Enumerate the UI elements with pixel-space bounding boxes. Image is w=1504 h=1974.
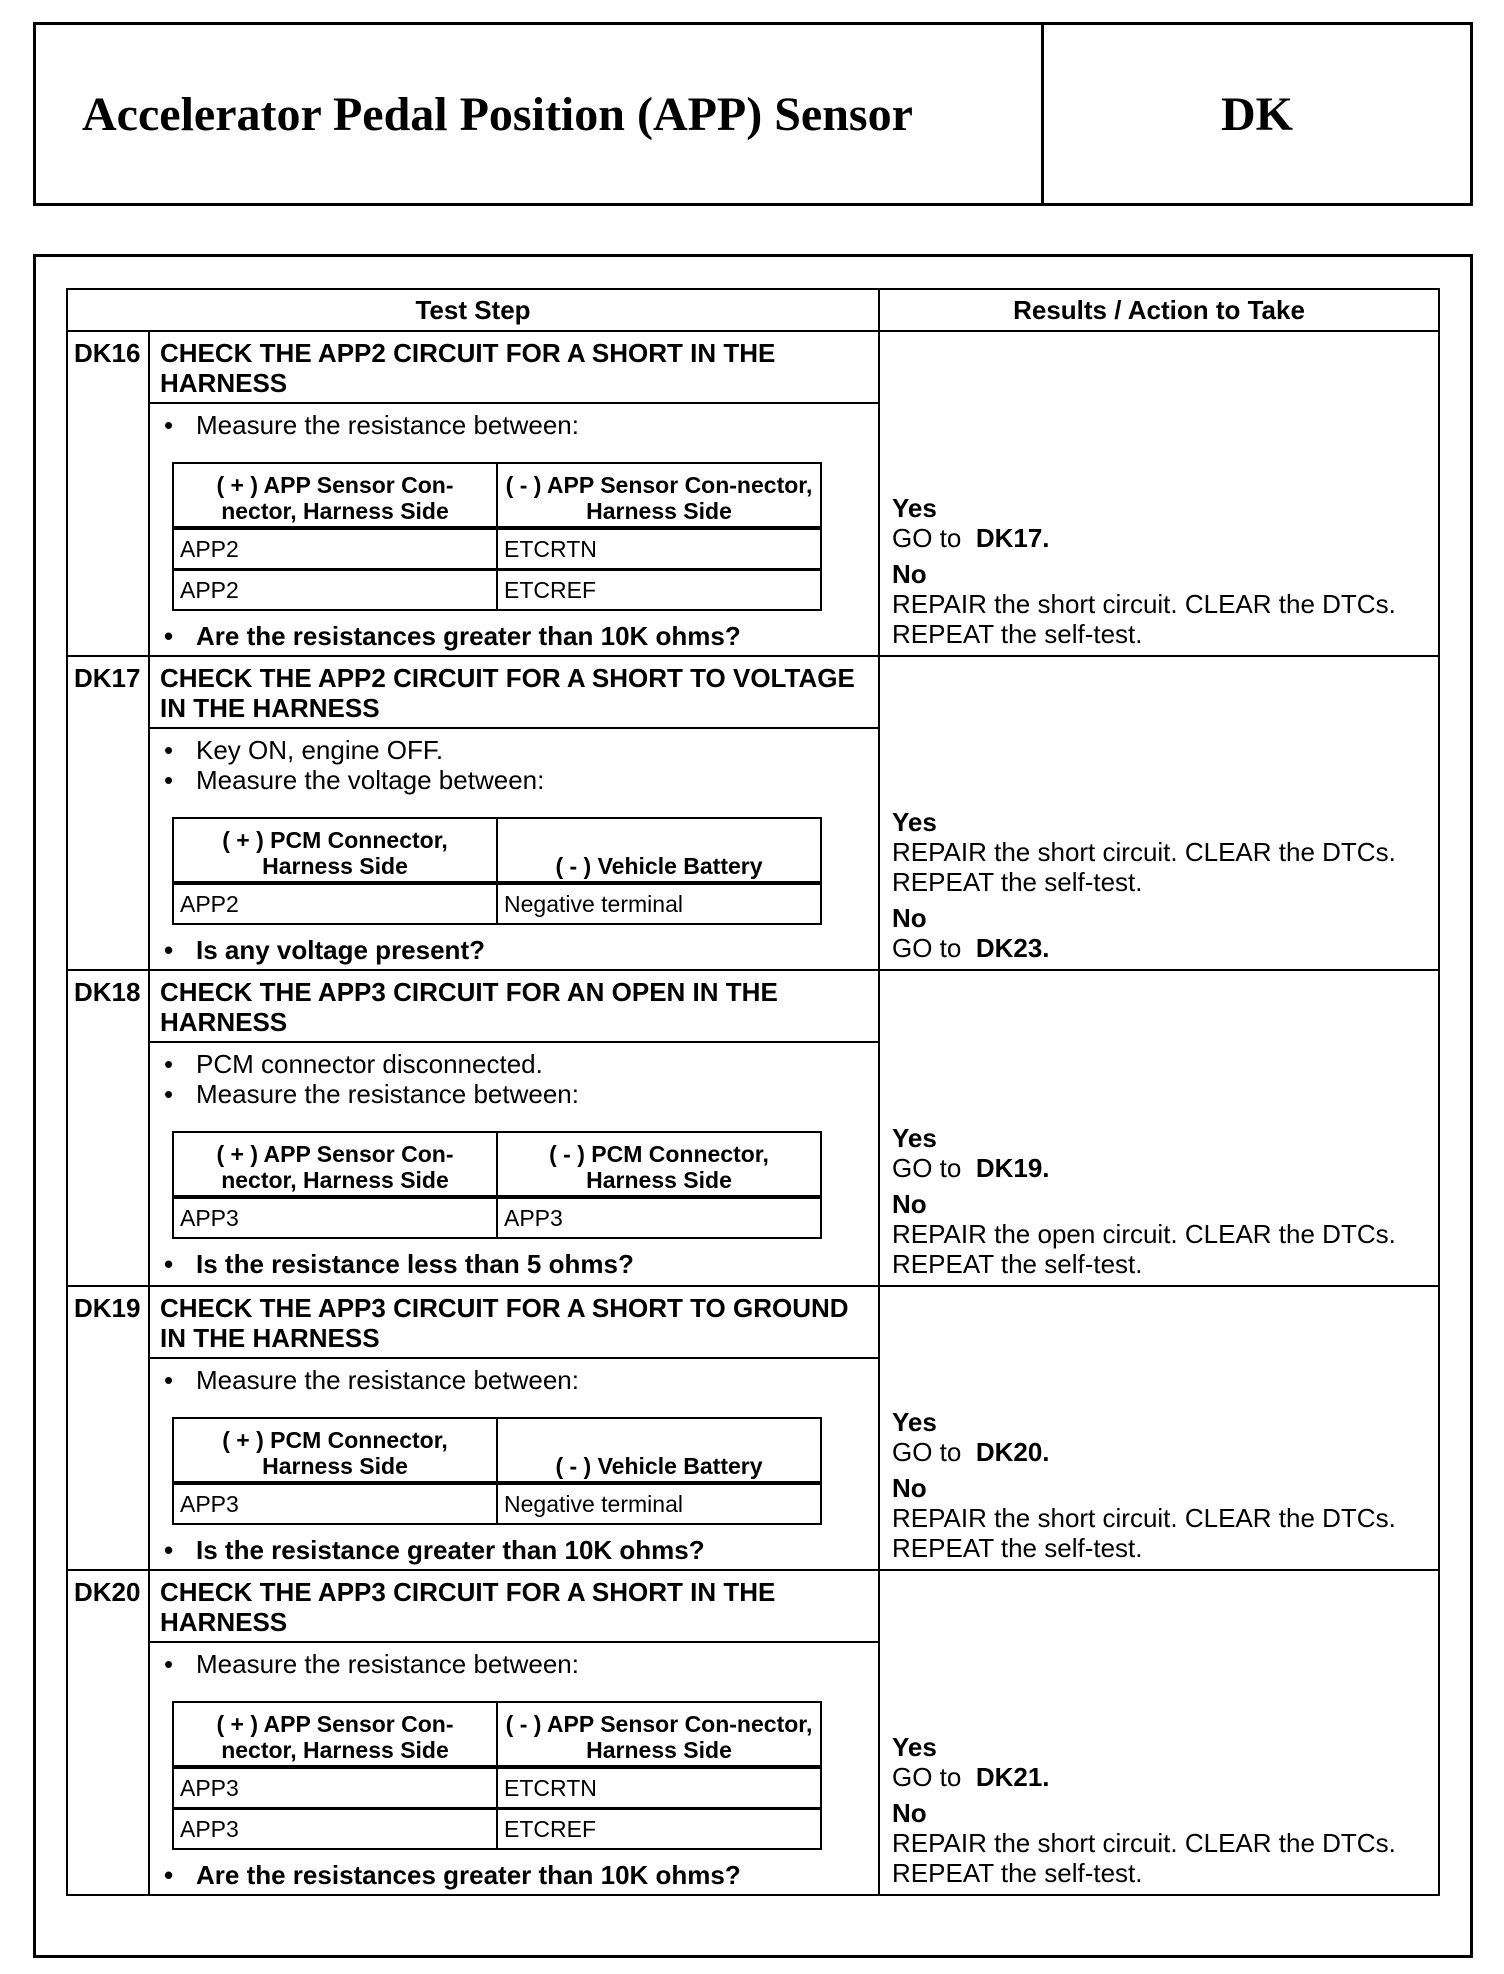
step-result [879, 331, 1439, 656]
step-instruction: • Measure the resistance between: [158, 1649, 878, 1679]
measurement-cell: ETCREF [497, 570, 821, 611]
no-label: No [892, 559, 927, 589]
no-label: No [892, 1798, 927, 1828]
yes-label: Yes [892, 1407, 937, 1437]
measurement-cell: APP2 [173, 528, 497, 570]
measurement-header-positive: ( + ) APP Sensor Con-nector, Harness Side [173, 1702, 497, 1767]
measurement-row [173, 1483, 821, 1524]
test-step-header: Test Step [67, 289, 879, 331]
step-question: • Are the resistances greater than 10K ohms? [158, 1860, 878, 1890]
yes-label: Yes [892, 493, 937, 523]
step-title: CHECK THE APP2 CIRCUIT FOR A SHORT IN THE HARNESS [149, 331, 879, 403]
no-action: REPAIR the short circuit. CLEAR the DTCs. REPEAT the self-test. [892, 1828, 1396, 1888]
measurement-cell: Negative terminal [497, 1483, 821, 1524]
yes-action: REPAIR the short circuit. CLEAR the DTCs. REPEAT the self-test. [892, 837, 1396, 897]
measurement-table [172, 462, 822, 611]
step-row [67, 656, 1439, 728]
yes-label: Yes [892, 807, 937, 837]
measurement-cell: APP3 [173, 1767, 497, 1809]
step-title: CHECK THE APP3 CIRCUIT FOR A SHORT IN THE HARNESS [149, 1570, 879, 1642]
step-number: DK18 [67, 970, 149, 1286]
step-body [149, 728, 879, 970]
measurement-table [172, 1131, 822, 1239]
step-title: CHECK THE APP3 CIRCUIT FOR AN OPEN IN THE HARNESS [149, 970, 879, 1042]
no-label: No [892, 1473, 927, 1503]
no-action: REPAIR the open circuit. CLEAR the DTCs. REPEAT the self-test. [892, 1219, 1396, 1279]
step-number: DK19 [67, 1286, 149, 1570]
step-number: DK16 [67, 331, 149, 656]
section-code: DK [1221, 87, 1293, 141]
measurement-header-positive: ( + ) APP Sensor Con-nector, Harness Side [173, 463, 497, 528]
no-label: No [892, 903, 927, 933]
yes-label: Yes [892, 1123, 937, 1153]
yes-text: GO to [892, 1437, 962, 1467]
yes-action [892, 523, 1438, 553]
no-target: DK23. [975, 933, 1050, 963]
no-label: No [892, 1189, 927, 1219]
yes-label: Yes [892, 1732, 937, 1762]
step-number: DK20 [67, 1570, 149, 1895]
yes-target: DK20. [975, 1437, 1050, 1467]
step-title: CHECK THE APP3 CIRCUIT FOR A SHORT TO GROUND IN THE HARNESS [149, 1286, 879, 1358]
step-question: • Is the resistance greater than 10K ohms? [158, 1535, 878, 1565]
step-instruction: • Measure the resistance between: [158, 1365, 878, 1395]
yes-target: DK21. [975, 1762, 1050, 1792]
yes-action [892, 1153, 1438, 1183]
page-title: Accelerator Pedal Position (APP) Sensor [36, 25, 1044, 203]
measurement-table [172, 817, 822, 925]
step-body [149, 403, 879, 656]
measurement-header-negative: ( - ) Vehicle Battery [497, 818, 821, 883]
measurement-row [173, 883, 821, 924]
step-body [149, 1042, 879, 1286]
results-header: Results / Action to Take [879, 289, 1439, 331]
step-instruction: • PCM connector disconnected. [158, 1049, 878, 1079]
measurement-header-negative: ( - ) Vehicle Battery [497, 1418, 821, 1483]
step-body [149, 1358, 879, 1570]
step-result [879, 1570, 1439, 1895]
step-body [149, 1642, 879, 1895]
page-header [33, 22, 1473, 206]
measurement-row [173, 570, 821, 611]
step-row [67, 331, 1439, 403]
yes-text: GO to [892, 1153, 962, 1183]
yes-target: DK17. [975, 523, 1050, 553]
measurement-header-negative: ( - ) APP Sensor Con-nector, Harness Side [497, 463, 821, 528]
measurement-cell: APP2 [173, 883, 497, 924]
no-action [892, 933, 1438, 963]
yes-text: GO to [892, 523, 962, 553]
yes-action [892, 1762, 1438, 1792]
step-instruction: • Measure the voltage between: [158, 765, 878, 795]
measurement-cell: APP3 [173, 1483, 497, 1524]
measurement-cell: ETCREF [497, 1809, 821, 1850]
measurement-row [173, 1809, 821, 1850]
step-number: DK17 [67, 656, 149, 970]
no-text: GO to [892, 933, 962, 963]
step-question: • Is any voltage present? [158, 935, 878, 965]
measurement-cell: APP3 [497, 1197, 821, 1238]
measurement-cell: ETCRTN [497, 528, 821, 570]
measurement-header-positive: ( + ) APP Sensor Con-nector, Harness Side [173, 1132, 497, 1197]
measurement-header-positive: ( + ) PCM Connector, Harness Side [173, 818, 497, 883]
measurement-cell: APP3 [173, 1197, 497, 1238]
step-question: • Are the resistances greater than 10K ohms? [158, 621, 878, 651]
step-instruction: • Measure the resistance between: [158, 1079, 878, 1109]
measurement-table [172, 1417, 822, 1525]
step-instruction: • Key ON, engine OFF. [158, 735, 878, 765]
measurement-row [173, 1767, 821, 1809]
yes-text: GO to [892, 1762, 962, 1792]
step-instruction: • Measure the resistance between: [158, 410, 878, 440]
no-action: REPAIR the short circuit. CLEAR the DTCs. REPEAT the self-test. [892, 589, 1396, 649]
yes-action [892, 1437, 1438, 1467]
measurement-header-negative: ( - ) PCM Connector, Harness Side [497, 1132, 821, 1197]
step-title: CHECK THE APP2 CIRCUIT FOR A SHORT TO VOLTAGE IN THE HARNESS [149, 656, 879, 728]
measurement-table [172, 1701, 822, 1850]
step-question: • Is the resistance less than 5 ohms? [158, 1249, 878, 1279]
measurement-cell: ETCRTN [497, 1767, 821, 1809]
step-row [67, 1286, 1439, 1358]
measurement-cell: APP3 [173, 1809, 497, 1850]
measurement-row [173, 528, 821, 570]
step-row [67, 1570, 1439, 1642]
measurement-cell: Negative terminal [497, 883, 821, 924]
step-row [67, 970, 1439, 1042]
yes-target: DK19. [975, 1153, 1050, 1183]
measurement-header-negative: ( - ) APP Sensor Con-nector, Harness Side [497, 1702, 821, 1767]
step-result [879, 1286, 1439, 1570]
step-result [879, 970, 1439, 1286]
step-result [879, 656, 1439, 970]
no-action: REPAIR the short circuit. CLEAR the DTCs. REPEAT the self-test. [892, 1503, 1396, 1563]
measurement-row [173, 1197, 821, 1238]
measurement-header-positive: ( + ) PCM Connector, Harness Side [173, 1418, 497, 1483]
measurement-cell: APP2 [173, 570, 497, 611]
test-step-table [66, 288, 1440, 1896]
